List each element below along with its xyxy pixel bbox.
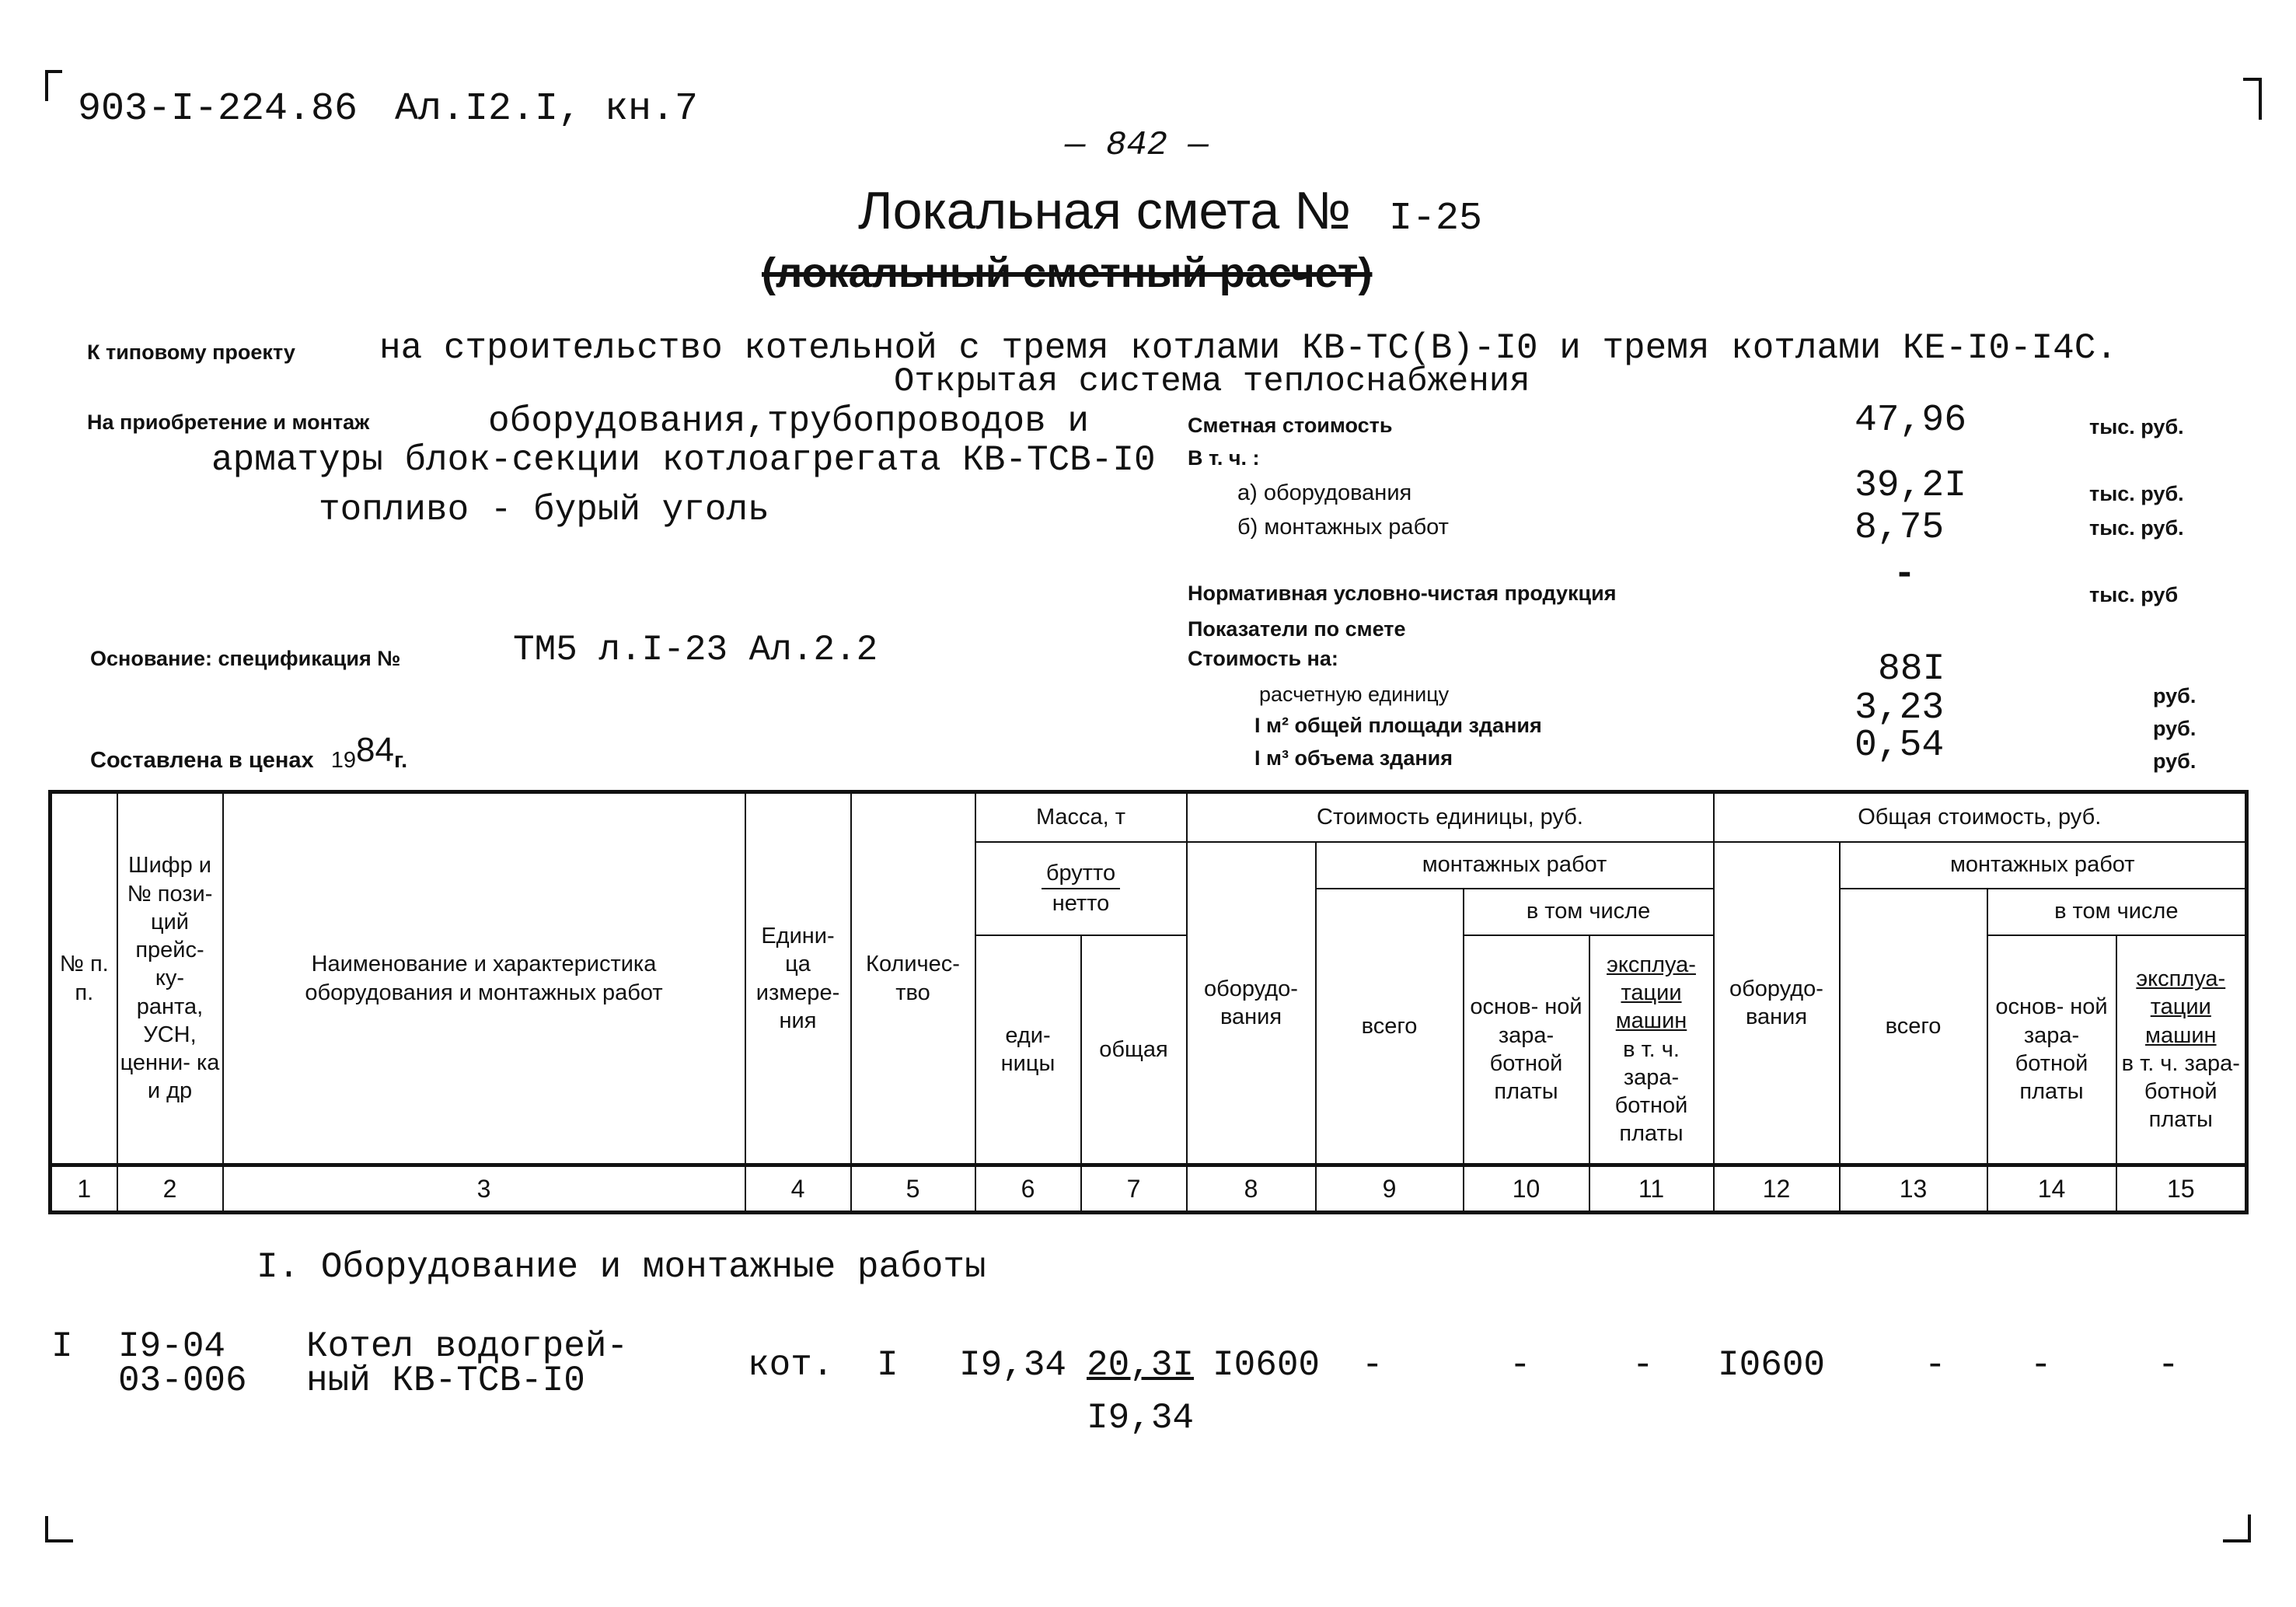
project-label: К типовому проекту bbox=[87, 341, 295, 364]
column-number: 12 bbox=[1714, 1165, 1840, 1213]
header-total-install-all: всего bbox=[1840, 889, 1987, 1165]
row-quantity: I bbox=[877, 1345, 899, 1385]
row-total-install-wage: - bbox=[2030, 1345, 2052, 1385]
section-title: I. Оборудование и монтажные работы bbox=[256, 1247, 986, 1287]
document-code: 903-I-224.86 bbox=[78, 87, 358, 131]
cost-per-label: Стоимость на: bbox=[1188, 647, 1338, 670]
row-mass-unit: I9,34 bbox=[959, 1345, 1067, 1385]
per-unit-unit: руб. bbox=[2153, 684, 2197, 707]
header-name: Наименование и характеристика оборудования и монтажных работ bbox=[223, 792, 745, 1165]
header-total-machines-wage: в т. ч. зара- ботной платы bbox=[2121, 1050, 2240, 1133]
column-number: 3 bbox=[223, 1165, 745, 1213]
row-unit-equipment: I0600 bbox=[1213, 1345, 1321, 1385]
title-text: Локальная смета № bbox=[858, 181, 1352, 240]
struck-subtitle: (локальный сметный расчет) bbox=[762, 250, 1373, 296]
header-total-equipment: оборудо- вания bbox=[1714, 842, 1840, 1165]
header-unit-install-all: всего bbox=[1316, 889, 1464, 1165]
header-netto: нетто bbox=[1052, 890, 1110, 916]
row-total-install-all: - bbox=[1924, 1345, 1946, 1385]
header-unit-cost: Стоимость единицы, руб. bbox=[1187, 792, 1714, 842]
column-number: 2 bbox=[117, 1165, 223, 1213]
column-number: 13 bbox=[1840, 1165, 1987, 1213]
project-line-1: на строительство котельной с тремя котлами КВ-ТС(В)-I0 и тремя котлами КЕ-I0-I4С. bbox=[379, 328, 2117, 369]
net-product-value: - bbox=[1893, 554, 1916, 596]
estimate-number: I-25 bbox=[1388, 197, 1482, 241]
per-m2-unit: руб. bbox=[2153, 717, 2197, 740]
corner-mark-bottom-right bbox=[2223, 1514, 2251, 1542]
header-unit-equipment: оборудо- вания bbox=[1187, 842, 1316, 1165]
header-mass-total: общая bbox=[1081, 935, 1187, 1165]
row-unit-install-wage: - bbox=[1509, 1345, 1531, 1385]
row-name-2: ный КВ-ТСВ-I0 bbox=[306, 1361, 585, 1401]
header-mass: Масса, т bbox=[975, 792, 1187, 842]
equipment-cost-label: а) оборудования bbox=[1237, 480, 1412, 505]
column-number: 8 bbox=[1187, 1165, 1316, 1213]
row-number: I bbox=[51, 1326, 73, 1367]
column-number: 4 bbox=[745, 1165, 851, 1213]
row-name-1: Котел водогрей- bbox=[306, 1326, 629, 1367]
album-reference: Ал.I2.I, кн.7 bbox=[395, 87, 699, 131]
purpose-line-2: арматуры блок-секции котлоагрегата КВ-ТСВ-I0 bbox=[211, 440, 1156, 480]
basis-value: ТМ5 л.I-23 Ал.2.2 bbox=[513, 630, 878, 670]
corner-mark-top-left bbox=[45, 70, 62, 101]
including-label: В т. ч. : bbox=[1188, 446, 1260, 470]
indicators-label: Показатели по смете bbox=[1188, 617, 1406, 641]
row-total-install-machines: - bbox=[2158, 1345, 2179, 1385]
page-number: — 842 — bbox=[1065, 126, 1209, 165]
header-total-cost: Общая стоимость, руб. bbox=[1714, 792, 2247, 842]
purpose-line-3: топливо - бурый уголь bbox=[319, 490, 769, 530]
project-line-2: Открытая система теплоснабжения bbox=[894, 362, 1530, 401]
column-number: 7 bbox=[1081, 1165, 1187, 1213]
column-number: 6 bbox=[975, 1165, 1081, 1213]
basis-label: Основание: спецификация № bbox=[90, 647, 401, 670]
column-number: 9 bbox=[1316, 1165, 1464, 1213]
installation-cost-label: б) монтажных работ bbox=[1237, 515, 1449, 540]
installation-cost-value: 8,75 bbox=[1855, 507, 1945, 549]
column-number: 5 bbox=[851, 1165, 975, 1213]
row-code-1: I9-04 bbox=[118, 1326, 226, 1367]
page-title bbox=[858, 180, 1482, 241]
estimated-cost-value: 47,96 bbox=[1855, 400, 1967, 442]
header-total-base-wage: основ- ной зара- ботной платы bbox=[1987, 935, 2116, 1165]
compiled-suffix: г. bbox=[393, 748, 408, 773]
header-brutto: брутто bbox=[1042, 859, 1120, 889]
purpose-label: На приобретение и монтаж bbox=[87, 410, 370, 434]
header-unit: Едини- ца измере- ния bbox=[745, 792, 851, 1165]
header-total-incl: в том числе bbox=[1987, 889, 2247, 935]
header-unit-machines-wage: в т. ч. зара- ботной платы bbox=[1614, 1036, 1688, 1147]
header-total-machines bbox=[2116, 935, 2247, 1165]
header-mass-per-unit: еди- ницы bbox=[975, 935, 1081, 1165]
per-m2-label: I м² общей площади здания bbox=[1254, 714, 1542, 737]
row-mass-total-brutto: 20,3I bbox=[1087, 1345, 1195, 1385]
per-m3-unit: руб. bbox=[2153, 749, 2197, 773]
header-unit-machines-label: эксплуа- тации машин bbox=[1607, 952, 1696, 1034]
column-numbers-row bbox=[51, 1165, 2247, 1213]
equipment-cost-unit: тыс. руб. bbox=[2089, 482, 2184, 505]
purpose-line-1: оборудования,трубопроводов и bbox=[488, 401, 1089, 442]
compiled-prices bbox=[90, 731, 408, 776]
estimate-table-header bbox=[48, 790, 2249, 1214]
header-quantity: Количес- тво bbox=[851, 792, 975, 1165]
column-number: 10 bbox=[1464, 1165, 1589, 1213]
per-unit-value: 88I bbox=[1878, 648, 1945, 690]
header-brutto-netto bbox=[975, 842, 1187, 935]
header-total-machines-label: эксплуа- тации машин bbox=[2136, 966, 2226, 1048]
row-code-2: 03-006 bbox=[118, 1361, 247, 1401]
column-number: 14 bbox=[1987, 1165, 2116, 1213]
equipment-cost-value: 39,2I bbox=[1855, 465, 1967, 507]
estimated-cost-label: Сметная стоимость bbox=[1188, 414, 1393, 437]
header-unit-incl: в том числе bbox=[1464, 889, 1714, 935]
compiled-label: Составлена в ценах bbox=[90, 748, 314, 773]
corner-mark-top-right bbox=[2243, 78, 2262, 120]
net-product-label: Нормативная условно-чистая продукция bbox=[1188, 582, 1617, 605]
column-number: 11 bbox=[1589, 1165, 1714, 1213]
compiled-year: 84 bbox=[356, 731, 394, 769]
per-unit-label: расчетную единицу bbox=[1259, 683, 1450, 706]
per-m2-value: 3,23 bbox=[1855, 687, 1945, 729]
column-number: 1 bbox=[51, 1165, 117, 1213]
header-no: № п. п. bbox=[51, 792, 117, 1165]
row-unit-install-machines: - bbox=[1632, 1345, 1654, 1385]
per-m3-value: 0,54 bbox=[1855, 725, 1945, 767]
row-total-equipment: I0600 bbox=[1718, 1345, 1826, 1385]
net-product-unit: тыс. руб bbox=[2089, 583, 2179, 606]
row-mass-total-netto: I9,34 bbox=[1087, 1398, 1195, 1438]
row-unit: кот. bbox=[748, 1345, 834, 1385]
header-unit-machines bbox=[1589, 935, 1714, 1165]
row-unit-install-all: - bbox=[1362, 1345, 1384, 1385]
installation-cost-unit: тыс. руб. bbox=[2089, 516, 2184, 540]
per-m3-label: I м³ объема здания bbox=[1254, 746, 1453, 770]
header-unit-base-wage: основ- ной зара- ботной платы bbox=[1464, 935, 1589, 1165]
compiled-prefix: 19 bbox=[330, 748, 356, 773]
corner-mark-bottom-left bbox=[45, 1516, 73, 1542]
header-total-install: монтажных работ bbox=[1840, 842, 2247, 889]
estimated-cost-unit: тыс. руб. bbox=[2089, 415, 2184, 438]
brutto-netto-fraction bbox=[1042, 859, 1120, 917]
header-code: Шифр и № пози- ций прейс- ку- ранта, УСН, ценни- ка и др bbox=[117, 792, 223, 1165]
header-unit-install: монтажных работ bbox=[1316, 842, 1714, 889]
column-number: 15 bbox=[2116, 1165, 2247, 1213]
